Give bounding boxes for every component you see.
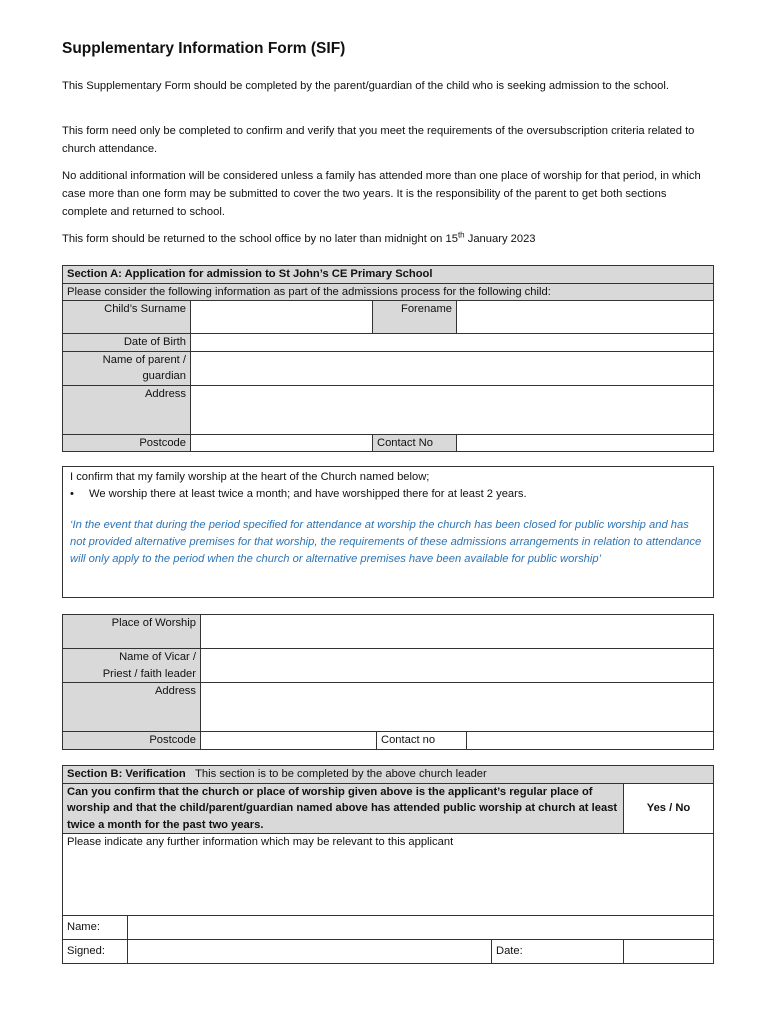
- worship-details-table: [62, 614, 714, 750]
- name-field[interactable]: [128, 916, 714, 940]
- address-field[interactable]: [191, 385, 714, 434]
- date-label: Date:: [492, 940, 624, 964]
- child-surname-label: Child’s Surname: [63, 301, 191, 334]
- worship-postcode-field[interactable]: [201, 732, 377, 750]
- vicar-name-field[interactable]: [201, 649, 714, 683]
- contact-no-label: Contact No: [373, 434, 457, 452]
- section-a-subheading: Please consider the following information as part of the admissions process for the following child:: [63, 283, 714, 301]
- intro-paragraph-3: No additional information will be considered unless a family has attended more than one place of worship for that period, in which case more than one form may be submitted to cover the two years. It is the responsibility of the parent to get both sections complete and returned to school.: [62, 170, 701, 218]
- postcode-field[interactable]: [191, 434, 373, 452]
- worship-postcode-label: Postcode: [63, 732, 201, 750]
- confirm-statement: I confirm that my family worship at the heart of the Church named below;: [70, 471, 430, 483]
- child-surname-field[interactable]: [191, 301, 373, 334]
- section-b-table: [62, 765, 714, 964]
- further-info-field[interactable]: Please indicate any further information which may be relevant to this applicant: [63, 834, 714, 916]
- parent-name-label: Name of parent / guardian: [63, 351, 191, 385]
- vicar-name-label: Name of Vicar / Priest / faith leader: [63, 649, 201, 683]
- forename-field[interactable]: [457, 301, 714, 334]
- section-a-table: [62, 265, 714, 452]
- address-label: Address: [63, 385, 191, 434]
- intro-paragraph-2: This form need only be completed to confirm and verify that you meet the requirements of the oversubscription criteria related to church attendance.: [62, 125, 695, 155]
- return-deadline: This form should be returned to the school office by no later than midnight on 15th January 2023: [62, 230, 536, 245]
- closure-quote: ‘In the event that during the period specified for attendance at worship the church has been closed for public worship and has not provided alternative premises for that worship, the requirements of these admissions arrangements in relation to attendance will only apply to the period when the church or alternative premises have been available for public worship’: [70, 519, 702, 565]
- intro-paragraph-1: This Supplementary Form should be completed by the parent/guardian of the child who is seeking admission to the school.: [62, 80, 669, 92]
- dob-field[interactable]: [191, 334, 714, 352]
- name-label: Name:: [63, 916, 128, 940]
- page-title: Supplementary Information Form (SIF): [62, 40, 346, 57]
- worship-contact-field[interactable]: [467, 732, 714, 750]
- worship-address-field[interactable]: [201, 683, 714, 732]
- signed-field[interactable]: [128, 940, 492, 964]
- dob-label: Date of Birth: [63, 334, 191, 352]
- section-b-heading: Section B: Verification This section is to be completed by the above church leader: [63, 766, 714, 784]
- contact-no-field[interactable]: [457, 434, 714, 452]
- date-field[interactable]: [624, 940, 714, 964]
- worship-confirmation-box: [62, 466, 714, 598]
- worship-address-label: Address: [63, 683, 201, 732]
- parent-name-field[interactable]: [191, 351, 714, 385]
- place-of-worship-field[interactable]: [201, 615, 714, 649]
- signed-label: Signed:: [63, 940, 128, 964]
- verification-question: Can you confirm that the church or place of worship given above is the applicant’s regular place of worship and that the child/parent/guardian named above has attended public worship at church at least twice a month for the past two years.: [63, 783, 624, 834]
- postcode-label: Postcode: [63, 434, 191, 452]
- worship-contact-label: Contact no: [377, 732, 467, 750]
- section-a-heading: Section A: Application for admission to St John’s CE Primary School: [63, 266, 714, 284]
- forename-label: Forename: [373, 301, 457, 334]
- place-of-worship-label: Place of Worship: [63, 615, 201, 649]
- yes-no-option[interactable]: Yes / No: [624, 783, 714, 834]
- worship-bullet: • We worship there at least twice a month; and have worshipped there for at least 2 years.: [70, 488, 527, 500]
